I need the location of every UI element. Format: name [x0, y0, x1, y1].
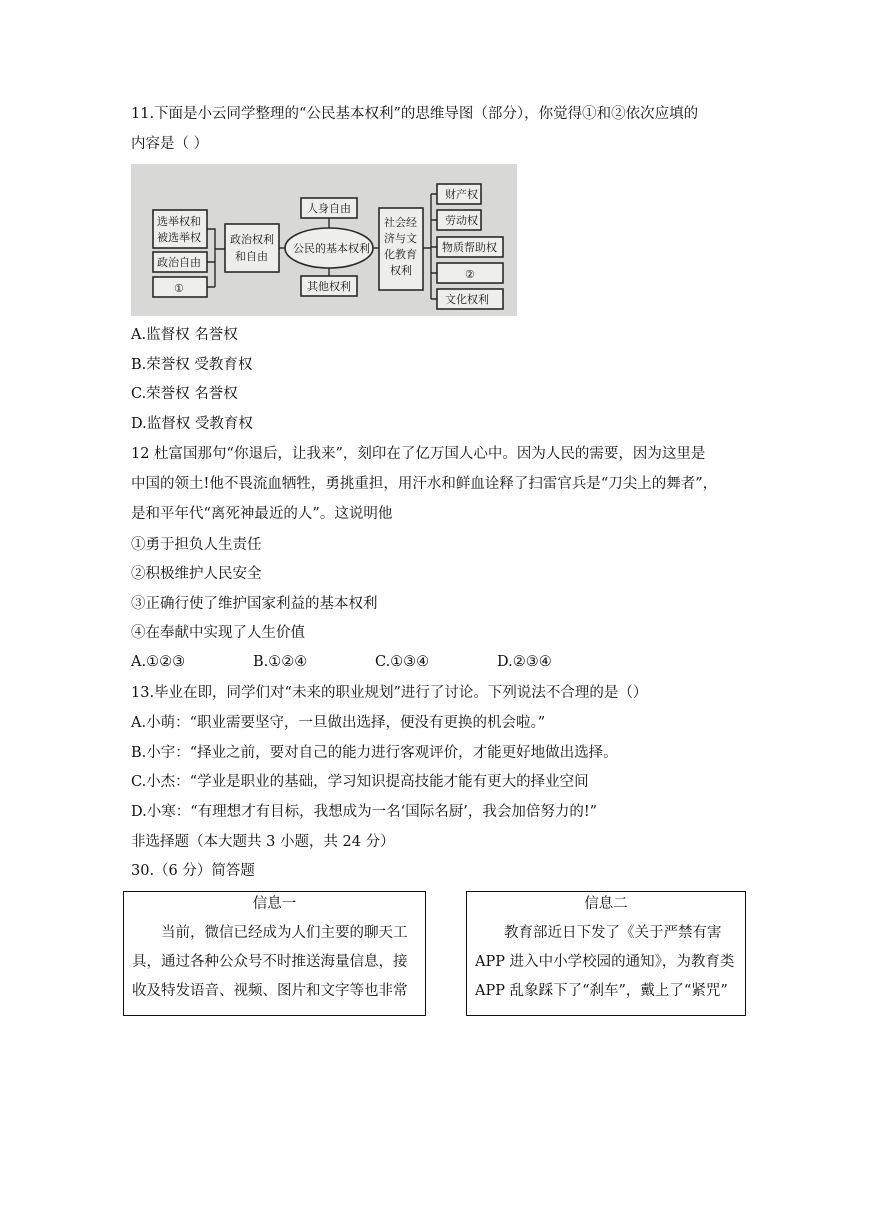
info-box-2-title: 信息二 — [584, 896, 628, 912]
q12-option-a: A.①②③ — [131, 654, 186, 670]
q11-stem-line1: 11.下面是小云同学整理的“公民基本权利”的思维导图（部分），你觉得①和②依次应填的 — [131, 106, 699, 122]
mm-connector-left — [207, 229, 225, 287]
mm-text-polfree: 政治自由 — [157, 256, 201, 269]
mm-text-social-3: 化教育 — [384, 248, 417, 261]
q12-item-3: ③正确行使了维护国家利益的基本权利 — [131, 596, 378, 612]
mm-text-social-4: 权利 — [390, 264, 412, 277]
mm-connector-right — [423, 194, 437, 299]
q13-option-b: B.小宇：“择业之前，要对自己的能力进行客观评价，才能更好地做出选择。 — [131, 745, 618, 761]
q11-stem-line2: 内容是（ ） — [131, 136, 209, 152]
mm-text-property: 财产权 — [445, 188, 478, 201]
mm-text-aid: 物质帮助权 — [442, 241, 497, 254]
q12-stem-line2: 中国的领土!他不畏流血牺牲，勇挑重担，用汗水和鲜血诠释了扫雷官兵是“刀尖上的舞者”， — [131, 476, 718, 492]
q12-stem-line3: 是和平年代“离死神最近的人”。这说明他 — [131, 506, 393, 522]
q12-option-d: D.②③④ — [497, 654, 552, 670]
mm-text-election-2: 被选举权 — [157, 231, 201, 244]
q12-item-4: ④在奉献中实现了人生价值 — [131, 625, 305, 641]
mm-text-blank2: ② — [465, 268, 475, 281]
q13-option-d: D.小寒：“有理想才有目标，我想成为一名‘国际名厨’，我会加倍努力的!” — [131, 804, 598, 820]
mm-text-political-2: 和自由 — [235, 250, 268, 263]
q12-option-c: C.①③④ — [375, 654, 430, 670]
mm-text-social-1: 社会经 — [384, 216, 417, 229]
info-box-2-line: APP 进入中小学校园的通知》，为教育类 — [475, 954, 735, 970]
q13-option-c: C.小杰：“学业是职业的基础，学习知识提高技能才能有更大的择业空间 — [131, 774, 589, 790]
q12-item-2: ②积极维护人民安全 — [131, 566, 262, 582]
q12-options-row — [131, 654, 731, 674]
mm-text-blank1: ① — [174, 282, 184, 295]
mm-text-center: 公民的基本权利 — [293, 242, 370, 255]
info-box-2-body — [467, 919, 745, 1006]
mm-text-labor: 劳动权 — [445, 214, 478, 227]
info-box-1-line: 收及特发语音、视频、图片和文字等也非常 — [132, 983, 408, 999]
section-heading: 非选择题（本大题共 3 小题，共 24 分） — [131, 834, 395, 850]
mm-text-social-2: 济与文 — [384, 232, 417, 245]
q13-option-a: A.小萌：“职业需要坚守，一旦做出选择，便没有更换的机会啦。” — [131, 715, 546, 731]
q11-option-d: D.监督权 受教育权 — [131, 416, 253, 432]
info-box-1-line: 具，通过各种公众号不时推送海量信息，接 — [132, 954, 408, 970]
info-box-2-line: 教育部近日下发了《关于严禁有害 — [504, 925, 722, 941]
q11-option-c: C.荣誉权 名誉权 — [131, 386, 238, 402]
q11-option-a: A.监督权 名誉权 — [131, 327, 238, 343]
info-box-1-title: 信息一 — [252, 896, 297, 912]
q30-heading: 30.（6 分）简答题 — [131, 863, 255, 879]
info-box-1-body — [124, 919, 425, 1006]
info-box-2 — [466, 891, 746, 1016]
q12-item-1: ①勇于担负人生责任 — [131, 537, 262, 553]
q11-option-b: B.荣誉权 受教育权 — [131, 357, 253, 373]
info-box-1-line: 当前，微信已经成为人们主要的聊天工 — [161, 925, 408, 941]
mm-text-political-1: 政治权利 — [230, 233, 274, 246]
mm-text-election-1: 选举权和 — [157, 215, 201, 228]
q13-stem: 13.毕业在即，同学们对“未来的职业规划”进行了讨论。下列说法不合理的是（） — [131, 685, 648, 701]
mm-text-personal: 人身自由 — [307, 202, 351, 215]
mm-text-culture: 文化权利 — [445, 293, 489, 306]
q12-option-b: B.①②④ — [253, 654, 308, 670]
mm-text-other: 其他权利 — [307, 280, 351, 293]
info-box-2-line: APP 乱象踩下了“刹车”，戴上了“紧咒” — [475, 983, 728, 999]
mind-map-image — [131, 164, 517, 316]
info-box-1 — [123, 891, 426, 1016]
mm-box-political — [225, 224, 279, 272]
q12-stem-line1: 12 杜富国那句“你退后，让我来”，刻印在了亿万国人心中。因为人民的需要，因为这里是 — [131, 446, 706, 462]
